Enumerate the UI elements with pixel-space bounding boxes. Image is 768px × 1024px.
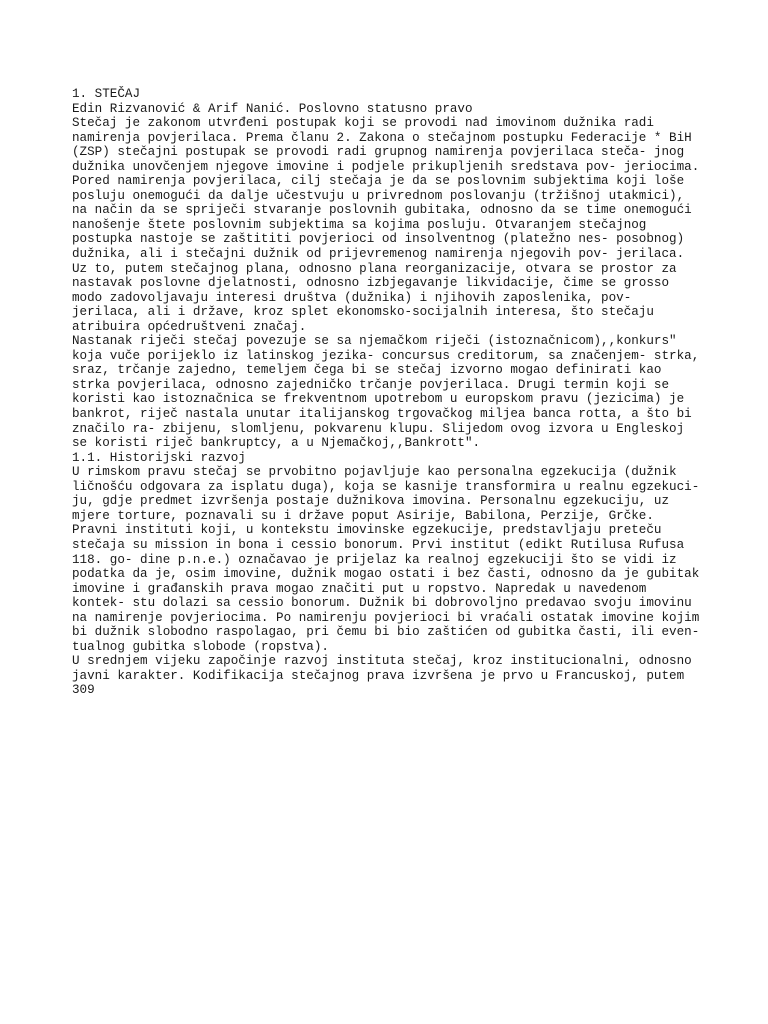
text-line: bi dužnik slobodno raspolagao, pri čemu bi bio zaštićen od gubitka časti, ili even- xyxy=(72,625,700,640)
text-line: strka povjerilaca, odnosno zajedničko trčanje povjerilaca. Drugi termin koji se xyxy=(72,377,670,392)
text-line: sraz, trčanje zajedno, temeljem čega bi se stečaj izvorno mogao definirati kao xyxy=(72,363,662,378)
text-line: atribuira općedruštveni značaj. xyxy=(72,319,307,334)
text-line: dužnika, ali i stečajni dužnik od prijevremenog namirenja njegovih pov- jerilaca. xyxy=(72,247,685,262)
text-line: 118. go- dine p.n.e.) označavao je prijelaz ka realnoj egzekuciji što se vidi iz xyxy=(72,552,677,567)
text-line: koja vuče porijeklo iz latinskog jezika- concursus creditorum, sa značenjem- strka, xyxy=(72,348,700,363)
text-line: Stečaj je zakonom utvrđeni postupak koji se provodi nad imovinom dužnika radi xyxy=(72,116,654,131)
section-heading: 1. STEČAJ xyxy=(72,87,141,101)
text-line: značilo ra- zbijenu, slomljenu, pokvarenu klupu. Slijedom ovog izvora u Engleskoj xyxy=(72,421,685,436)
text-line: imovine i građanskih prava mogao značiti put u ropstvo. Napredak u navedenom xyxy=(72,581,647,596)
text-line: postupka nastoje se zaštititi povjerioci od insolventnog (platežno nes- posobnog) xyxy=(72,232,685,247)
text-line: nanošenje štete poslovnim subjektima sa kojima posluju. Otvaranjem stečajnog xyxy=(72,217,647,232)
text-line: 309 xyxy=(72,683,95,698)
page-number xyxy=(72,698,732,713)
text-line: Pravni instituti koji, u kontekstu imovinske egzekucije, predstavljaju preteču xyxy=(72,523,662,538)
text-line: Nastanak riječi stečaj povezuje se sa njemačkom riječi (istoznačnicom),,konkurs" xyxy=(72,334,677,349)
text-line: koristi kao istoznačnica se frekventnom upotrebom u europskom pravu (jezicima) je xyxy=(72,392,685,407)
text-line: tualnog gubitka slobode (ropstva). xyxy=(72,639,329,654)
text-line: bankrot, riječ nastala unutar italijanskog trgovačkog miljea banca rotta, a što bi xyxy=(72,407,692,422)
text-line: jerilaca, ali i države, kroz splet ekonomsko-socijalnih interesa, što stečaju xyxy=(72,305,654,320)
text-line: U rimskom pravu stečaj se prvobitno pojavljuje kao personalna egzekucija (dužnik xyxy=(72,465,677,480)
text-line: na namirenje povjeriocima. Po namirenju povjerioci bi vraćali ostatak imovine kojim xyxy=(72,610,700,625)
text-line: Uz to, putem stečajnog plana, odnosno plana reorganizacije, otvara se prostor za xyxy=(72,261,677,276)
text-line: na način da se spriječi stvaranje poslovnih gubitaka, odnosno da se time onemogući xyxy=(72,203,692,218)
text-line: (ZSP) stečajni postupak se provodi radi grupnog namirenja povjerilaca steča- jnog xyxy=(72,145,685,160)
text-line: mjere torture, poznavali su i države poput Asirije, Babilona, Perzije, Grčke. xyxy=(72,508,654,523)
text-line: posluju onemogući da dalje učestvuju u privrednom poslovanju (tržišnoj utakmici), xyxy=(72,188,685,203)
text-line: ličnošću odgovara za isplatu duga), koja se kasnije transformira u realnu egzekuci- xyxy=(72,479,700,494)
text-line: ju, gdje predmet izvršenja postaje dužnikova imovina. Personalnu egzekuciju, uz xyxy=(72,494,670,509)
text-line: Pored namirenja povjerilaca, cilj stečaja je da se poslovnim subjektima koji loše xyxy=(72,174,685,189)
text-line: kontek- stu dolazi sa cessio bonorum. Dužnik bi dobrovoljno predavao svoju imovinu xyxy=(72,596,692,611)
text-line: namirenja povjerilaca. Prema članu 2. Zakona o stečajnom postupku Federacije * BiH xyxy=(72,130,692,145)
text-line: U srednjem vijeku započinje razvoj instituta stečaj, kroz institucionalni, odnosno xyxy=(72,654,692,669)
text-line: podatka da je, osim imovine, dužnik mogao ostati i bez časti, odnosno da je gubitak xyxy=(72,567,700,582)
text-line: se koristi riječ bankruptcy, a u Njemačkoj,,Bankrott". xyxy=(72,436,481,451)
text-line: nastavak poslovne djelatnosti, odnosno izbjegavanje likvidacije, čime se grosso xyxy=(72,276,670,291)
document-page xyxy=(72,87,732,713)
text-line: modo zadovoljavaju interesi društva (dužnika) i njihovih zaposlenika, pov- xyxy=(72,290,632,305)
text-line: javni karakter. Kodifikacija stečajnog prava izvršena je prvo u Francuskoj, putem xyxy=(72,668,685,683)
text-line: dužnika unovčenjem njegove imovine i podjele prikupljenih sredstava pov- jeriocima. xyxy=(72,159,700,174)
subsection-heading: 1.1. Historijski razvoj xyxy=(72,450,246,465)
text-line: stečaja su mission in bona i cessio bonorum. Prvi institut (edikt Rutilusa Rufusa xyxy=(72,537,685,552)
source-citation: Edin Rizvanović & Arif Nanić. Poslovno statusno pravo xyxy=(72,101,473,116)
